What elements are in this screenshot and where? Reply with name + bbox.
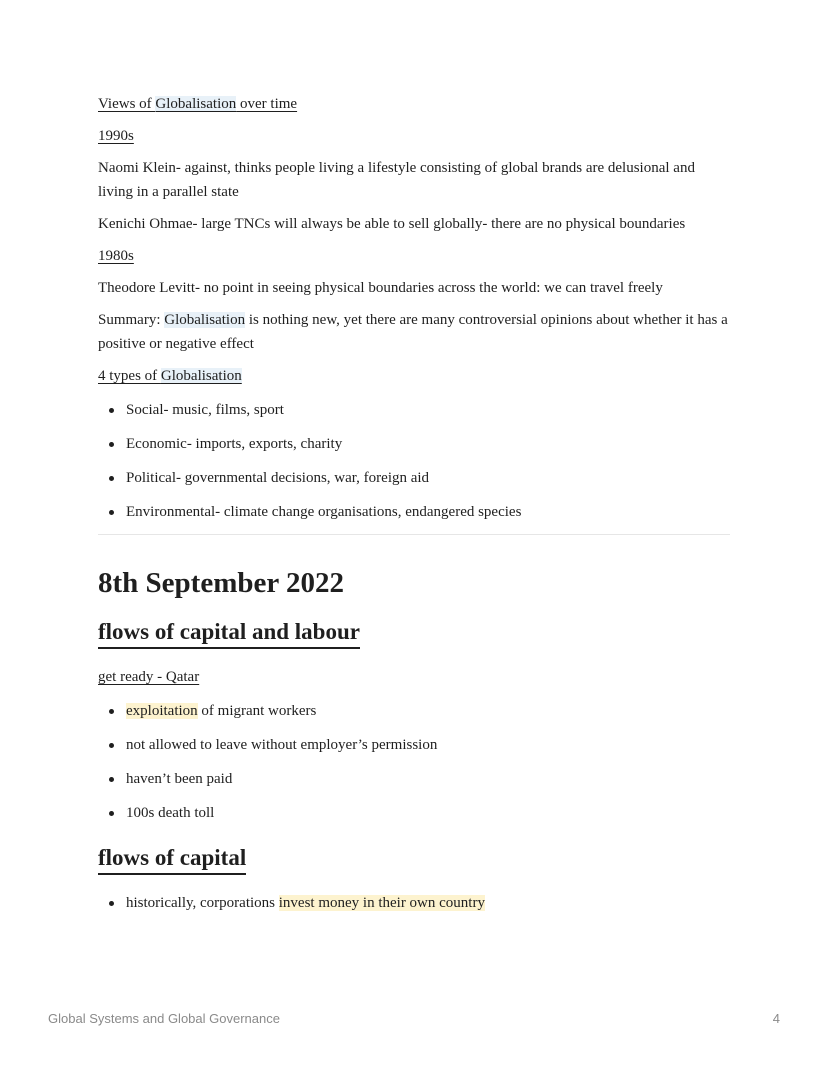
list-item: exploitation of migrant workers xyxy=(98,699,730,723)
bullet-icon xyxy=(109,510,114,515)
page-number: 4 xyxy=(772,1011,780,1026)
footer-title: Global Systems and Global Governance xyxy=(48,1011,280,1026)
bullet-icon xyxy=(109,901,114,906)
list-item: Economic- imports, exports, charity xyxy=(98,432,730,456)
levitt-paragraph: Theodore Levitt- no point in seeing physical boundaries across the world: we can travel freely xyxy=(98,280,663,296)
summary-paragraph: Summary: Globalisation is nothing new, yet there are many controversial opinions about whether it has a positive or negative effect xyxy=(98,312,728,352)
bullet-icon xyxy=(109,811,114,816)
capital-list xyxy=(98,891,730,915)
qatar-heading: get ready - Qatar xyxy=(98,669,200,685)
bullet-icon xyxy=(109,777,114,782)
bullet-icon xyxy=(109,442,114,447)
bullet-icon xyxy=(109,408,114,413)
views-heading-text: Views of Globalisation over time xyxy=(98,96,298,112)
klein-paragraph: Naomi Klein- against, thinks people living a lifestyle consisting of global brands are delusional and living in a parallel state xyxy=(98,160,695,200)
types-list xyxy=(98,398,730,524)
flows-capital-labour-heading: flows of capital and labour xyxy=(98,617,360,649)
globalisation-highlight: Globalisation xyxy=(160,368,242,384)
section-divider xyxy=(98,534,730,535)
decade-1980s: 1980s xyxy=(98,248,134,264)
bullet-icon xyxy=(109,743,114,748)
date-heading: 8th September 2022 xyxy=(98,567,344,599)
list-item: 100s death toll xyxy=(98,801,730,825)
views-heading xyxy=(98,92,730,116)
exploitation-highlight: exploitation xyxy=(126,703,198,719)
list-item: Social- music, films, sport xyxy=(98,398,730,422)
types-heading: 4 types of Globalisation xyxy=(98,368,242,384)
bullet-icon xyxy=(109,709,114,714)
flows-capital-heading: flows of capital xyxy=(98,843,246,875)
ohmae-paragraph: Kenichi Ohmae- large TNCs will always be able to sell globally- there are no physical boundaries xyxy=(98,216,686,232)
decade-1990s: 1990s xyxy=(98,128,134,144)
page-footer xyxy=(48,1011,780,1026)
globalisation-highlight: Globalisation xyxy=(164,312,246,328)
qatar-list xyxy=(98,699,730,825)
list-item: not allowed to leave without employer’s permission xyxy=(98,733,730,757)
globalisation-highlight: Globalisation xyxy=(155,96,237,112)
list-item: haven’t been paid xyxy=(98,767,730,791)
list-item: Environmental- climate change organisations, endangered species xyxy=(98,500,730,524)
document-page xyxy=(98,92,730,925)
list-item: historically, corporations invest money in their own country xyxy=(98,891,730,915)
bullet-icon xyxy=(109,476,114,481)
invest-highlight: invest money in their own country xyxy=(278,895,485,911)
list-item: Political- governmental decisions, war, foreign aid xyxy=(98,466,730,490)
